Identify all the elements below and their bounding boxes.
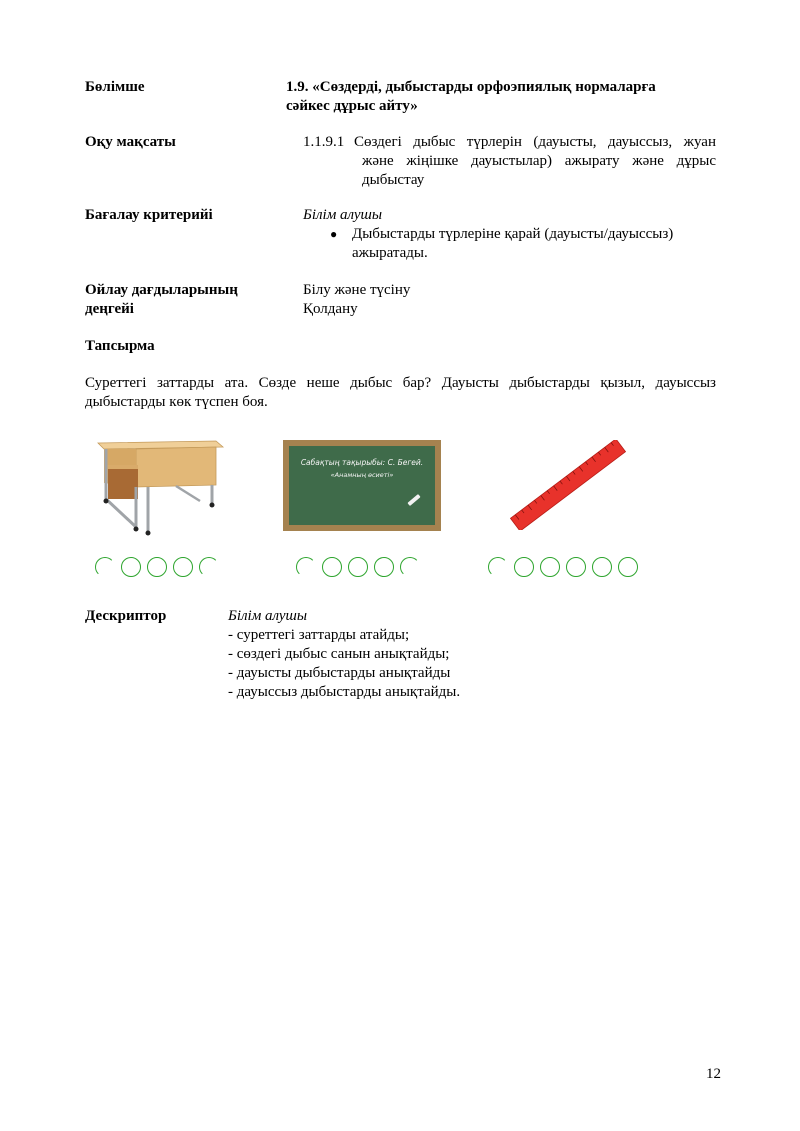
descriptor-label: Дескриптор [85,608,167,624]
section-label: Бөлімше [85,79,145,95]
criteria-bullet-line2: ажыратады. [352,245,428,261]
sound-circle[interactable] [173,557,193,577]
descriptor-item: - дауыссыз дыбыстарды анықтайды. [228,684,461,700]
sound-circle[interactable] [374,557,394,577]
objective-label: Оқу мақсаты [85,134,176,150]
thinking-label-line2: деңгейі [85,301,134,317]
ruler-sound-circles [488,557,644,581]
chalk-icon [407,494,420,506]
sound-circle[interactable] [488,557,508,577]
sound-circle[interactable] [618,557,638,577]
board-sound-circles [296,557,426,581]
board-text-line2: «Анамның өсиеті» [330,471,394,479]
descriptor-item: - дауысты дыбыстарды анықтайды [228,665,451,681]
desk-sound-circles [95,557,225,581]
descriptor-item: - суреттегі заттарды атайды; [228,627,410,643]
criteria-learner: Білім алушы [303,207,383,223]
chalkboard-illustration [283,440,441,531]
thinking-value-line2: Қолдану [303,301,358,317]
sound-circle[interactable] [400,557,420,577]
criteria-bullet-line1: Дыбыстарды түрлеріне қарай (дауысты/дауыссыз) [352,226,674,242]
objective-line1: Сөздегі дыбыс түрлерін (дауысты, дауыссыз, жуан [354,134,716,150]
sound-circle[interactable] [296,557,316,577]
sound-circle[interactable] [199,557,219,577]
sound-circle[interactable] [147,557,167,577]
thinking-label-line1: Ойлау дағдыларының [85,282,238,298]
sound-circle[interactable] [540,557,560,577]
section-value-line2: сәйкес дұрыс айту» [286,98,418,114]
descriptor-item: - сөздегі дыбыс санын анықтайды; [228,646,450,662]
sound-circle[interactable] [348,557,368,577]
board-text-line1: Сабақтың тақырыбы: С. Бегей. [300,458,424,467]
section-value-line1: 1.9. «Сөздерді, дыбыстарды орфоэпиялық нормаларға [286,79,656,95]
sound-circle[interactable] [322,557,342,577]
bullet-icon: ● [330,227,338,241]
sound-circle[interactable] [514,557,534,577]
objective-code: 1.1.9.1 [303,134,345,150]
task-line2: дыбыстарды көк түспен боя. [85,394,268,410]
page-number: 12 [706,1066,721,1082]
descriptor-learner: Білім алушы [228,608,308,624]
objective-line3: дыбыстау [362,172,425,188]
task-line1: Суреттегі заттарды ата. Сөзде неше дыбыс бар? Дауысты дыбыстарды қызыл, дауыссыз [85,375,716,391]
task-heading: Тапсырма [85,338,155,354]
sound-circle[interactable] [95,557,115,577]
criteria-label: Бағалау критерийі [85,207,213,223]
objective-line2: және жіңішке дауыстылар) ажырату және дұрыс [362,153,716,169]
red-ruler-illustration [508,440,630,530]
sound-circle[interactable] [566,557,586,577]
sound-circle[interactable] [121,557,141,577]
thinking-value-line1: Білу және түсіну [303,282,411,298]
sound-circle[interactable] [592,557,612,577]
school-desk-illustration [96,437,226,537]
